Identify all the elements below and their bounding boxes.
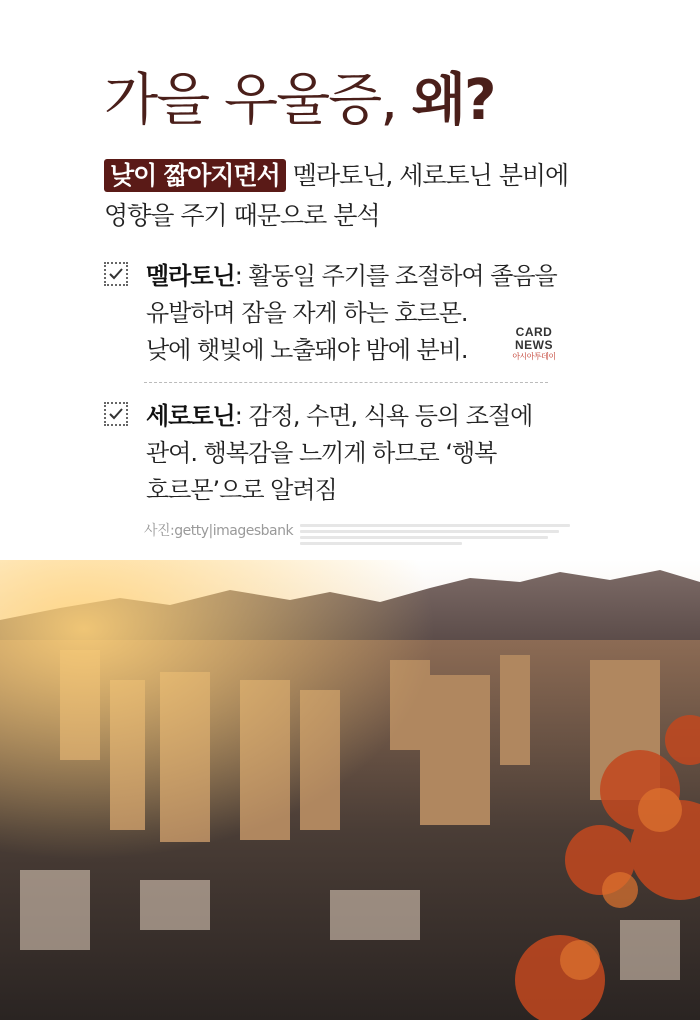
melatonin-line-1	[146, 258, 586, 295]
badge-line-2: NEWS	[515, 338, 553, 352]
intro-rest: 멜라토닌, 세로토닌 분비에	[285, 161, 569, 190]
checkbox-icon	[104, 402, 128, 426]
badge-line-1: CARD	[515, 325, 553, 339]
fine-print-lines	[300, 524, 570, 554]
card-news-badge	[510, 326, 558, 362]
intro-line-1	[104, 156, 664, 196]
serotonin-line-1	[146, 398, 586, 435]
serotonin-text	[146, 398, 586, 509]
title-bold: 왜?	[411, 68, 495, 133]
melatonin-term: 멜라토닌	[146, 262, 235, 290]
serotonin-term: 세로토닌	[146, 402, 235, 430]
photo-credit: 사진:getty|imagesbank	[144, 523, 294, 539]
checkbox-icon	[104, 262, 128, 286]
badge-line-3: 아시아투데이	[512, 352, 556, 361]
serotonin-line-3: 호르몬’으로 알려짐	[146, 476, 337, 504]
serotonin-desc-1: : 감정, 수면, 식욕 등의 조절에	[234, 402, 533, 430]
serotonin-item	[104, 398, 584, 518]
melatonin-line-3: 낮에 햇빛에 노출돼야 밤에 분비.	[146, 336, 468, 364]
melatonin-line-2: 유발하며 잠을 자게 하는 호르몬.	[146, 299, 468, 327]
page-title	[104, 66, 494, 136]
intro-text	[104, 156, 664, 236]
serotonin-line-2: 관여. 행복감을 느끼게 하므로 ‘행복	[146, 439, 497, 467]
intro-highlight: 낮이 짧아지면서	[104, 159, 286, 192]
melatonin-desc-1: : 활동일 주기를 조절하여 졸음을	[234, 262, 557, 290]
intro-line-2: 영향을 주기 때문으로 분석	[104, 201, 380, 230]
title-light: 가을 우울증,	[104, 68, 412, 133]
dashed-divider	[144, 382, 548, 383]
city-skyline-photo	[0, 560, 700, 1020]
